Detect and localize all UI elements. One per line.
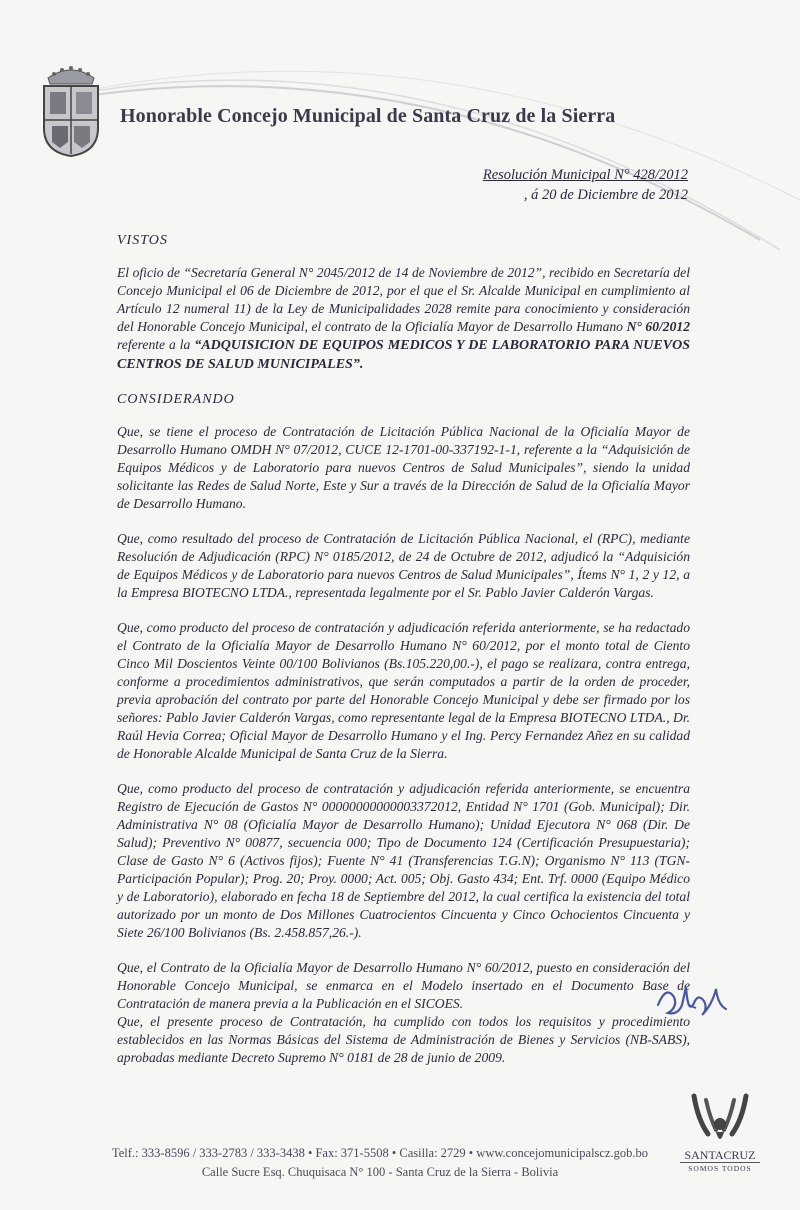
considerando-paragraph-6: Que, el presente proceso de Contratación, ha cumplido con todos los requisitos y procedimiento establecidos en las Normas Básicas del Sistema de Administración de Bienes y Servicios (NB-SABS), aprobadas mediante Decreto Supremo N° 0181 de 28 de junio de 2009. bbox=[117, 1014, 690, 1065]
vistos-title: “ADQUISICION DE EQUIPOS MEDICOS Y DE LABORATORIO PARA NUEVOS CENTROS DE SALUD MUNICIPALES”. bbox=[117, 338, 690, 372]
document-body bbox=[117, 232, 690, 1067]
considerando-paragraph-2: Que, como resultado del proceso de Contratación de Licitación Pública Nacional, el (RPC), mediante Resolución de Adjudicación (RPC) N° 0185/2012, de 24 de Octubre de 2012, adjudicó la “Adquisición de Equipos Médicos y de Laboratorio para nuevos Centros de Salud Municipales”, Ítems N° 1, 2 y 12, a la Empresa BIOTECNO LTDA., representada legalmente por el Sr. Pablo Javier Calderón Vargas. bbox=[117, 531, 690, 600]
footer-address: Calle Sucre Esq. Chuquisaca N° 100 - Santa Cruz de la Sierra - Bolivia bbox=[201, 1165, 559, 1179]
resolution-header bbox=[483, 165, 688, 205]
footer bbox=[0, 1144, 760, 1182]
santa-cruz-logo-icon bbox=[680, 1090, 760, 1148]
considerando-paragraph-5: Que, el Contrato de la Oficialía Mayor de Desarrollo Humano N° 60/2012, puesto en consideración del Honorable Concejo Municipal, se enmarca en el Modelo insertado en el Documento Base de Contratación de manera previa a la Publicación en el SICOES. bbox=[117, 960, 690, 1011]
vistos-text: El oficio de “Secretaría General N° 2045/2012 de 14 de Noviembre de 2012”, recibido en Secretaría del Concejo Municipal el 06 de Diciembre de 2012, por el que el Sr. Alcalde Municipal en cumplimiento al Artículo 12 numeral 11) de la Ley de Municipalidades 2028 remite para conocimiento y consideración del Honorable Concejo Municipal, el contrato de la Oficialía Mayor de Desarrollo Humano bbox=[117, 265, 690, 334]
vistos-contract-ref: N° 60/2012 bbox=[626, 319, 690, 334]
vistos-paragraph bbox=[117, 264, 690, 374]
header-swoosh bbox=[0, 0, 800, 260]
considerando-paragraph-1: Que, se tiene el proceso de Contratación de Licitación Pública Nacional de la Oficialía Mayor de Desarrollo Humano OMDH N° 07/2012, CUCE 12-1701-00-337192-1-1, referente a la “Adquisición de Equipos Médicos y de Laboratorio para nuevos Centros de Salud Municipales”, siendo la unidad solicitante las Redes de Salud Norte, Este y Sur a través de la Dirección de Salud de la Oficialía Mayor de Desarrollo Humano. bbox=[117, 424, 690, 511]
brand-name: SANTACRUZ bbox=[684, 1148, 756, 1162]
considerando-paragraph-4: Que, como producto del proceso de contratación y adjudicación referida anteriormente, se encuentra Registro de Ejecución de Gastos N° 00000000000003372012, Entidad N° 1701 (Gob. Municipal); Dir. Administrativa N° 08 (Oficialía Mayor de Desarrollo Humano); Unidad Ejecutora N° 068 (Dir. De Salud); Preventivo N° 00877, secuencia 000; Tipo de Documento 124 (Certificación Presupuestaria); Clase de Gasto N° 6 (Activos fijos); Fuente N° 41 (Transferencias T.G.N); Organismo N° 113 (TGN- Participación Popular); Prog. 20; Proy. 0000; Act. 005; Obj. Gasto 434; Ent. Trf. 0000 (Equipo Médico y de Laboratorio), elaborado en fecha 18 de Septiembre del 2012, la cual certifica la existencia del total autorizado por un monto de Dos Millones Cuatrocientos Cincuenta y Cinco Ochocientos Cincuenta y Siete 26/100 Bolivianos (Bs. 2.458.857,26.-). bbox=[117, 781, 690, 940]
coat-of-arms-icon bbox=[40, 58, 102, 158]
considerando-heading: CONSIDERANDO bbox=[117, 392, 235, 407]
resolution-date: , á 20 de Diciembre de 2012 bbox=[523, 187, 688, 203]
santa-cruz-brand bbox=[680, 1090, 760, 1180]
resolution-number: Resolución Municipal N° 428/2012 bbox=[482, 167, 688, 183]
organization-title: Honorable Concejo Municipal de Santa Cruz de la Sierra bbox=[120, 105, 616, 127]
signature-icon bbox=[648, 975, 733, 1030]
vistos-ref-word: referente a la bbox=[117, 337, 191, 352]
footer-contact: Telf.: 333-8596 / 333-2783 / 333-3438 • Fax: 371-5508 • Casilla: 2729 • www.concejomunicipalscz.gob.bo bbox=[111, 1146, 649, 1160]
considerando-paragraph-3: Que, como producto del proceso de contratación y adjudicación referida anteriormente, se ha redactado el Contrato de la Oficialía Mayor de Desarrollo Humano N° 60/2012, por el monto total de Ciento Cinco Mil Doscientos Veinte 00/100 Bolivianos (Bs.105.220,00.-), el pago se realizara, contra entrega, conforme a procedimientos administrativos, que serán computados a partir de la orden de proceder, previa aprobación del contrato por parte del Honorable Concejo Municipal y debe ser firmado por los señores: Pablo Javier Calderón Vargas, como representante legal de la Empresa BIOTECNO LTDA., Dr. Raúl Hevia Correa; Oficial Mayor de Desarrollo Humano y el Ing. Percy Fernandez Añez en su calidad de Honorable Alcalde Municipal de Santa Cruz de la Sierra. bbox=[117, 620, 690, 761]
vistos-heading: VISTOS bbox=[117, 233, 168, 248]
brand-tagline: SOMOS TODOS bbox=[680, 1162, 760, 1173]
